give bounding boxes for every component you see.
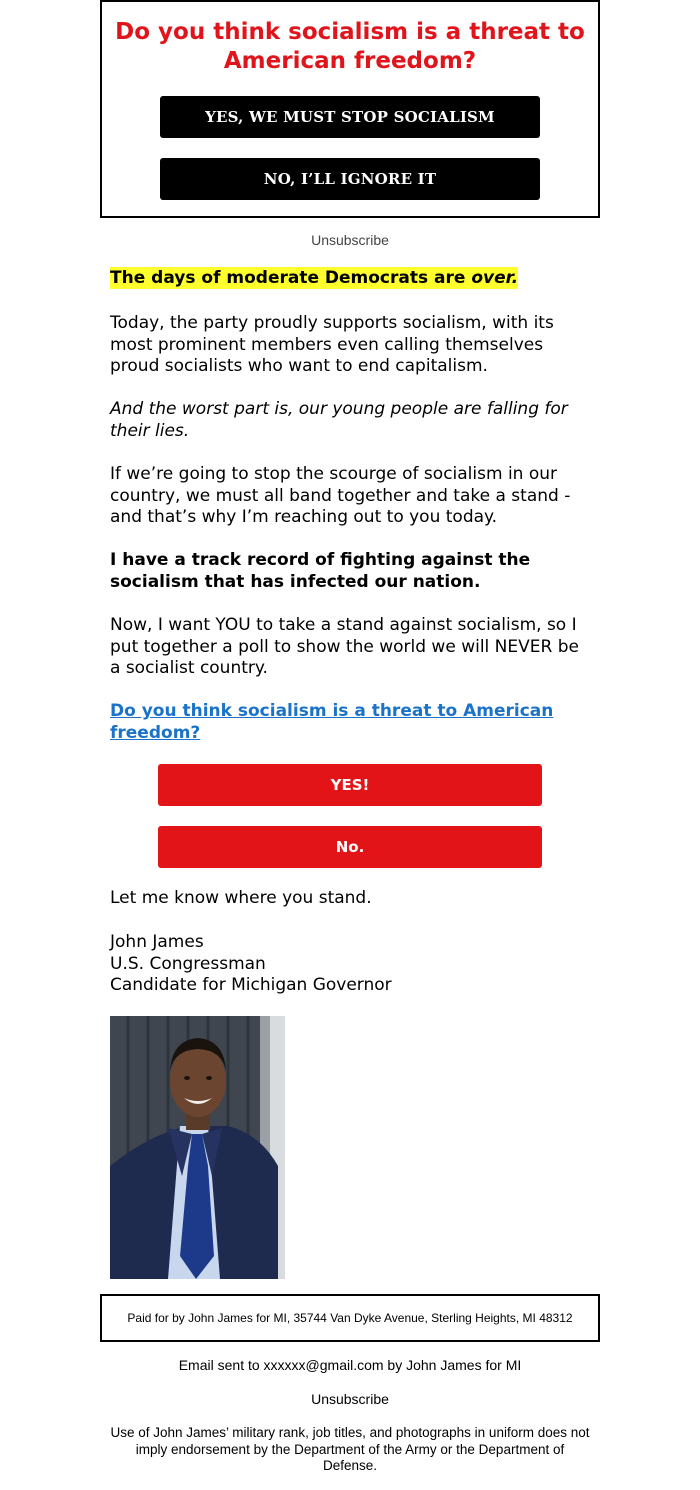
yes-stop-socialism-button[interactable]: YES, WE MUST STOP SOCIALISM xyxy=(160,96,540,138)
headline-italic: over. xyxy=(471,268,519,288)
paragraph-4: I have a track record of fighting against the socialism that has infected our nation. xyxy=(110,550,531,592)
poll-box xyxy=(100,0,600,218)
paragraph-3: If we’re going to stop the scourge of socialism in our country, we must all band together and take a stand - and that’s why I’m reaching out to you today. xyxy=(110,464,571,527)
paid-for-box xyxy=(100,1294,600,1342)
poll-question-link[interactable]: Do you think socialism is a threat to American freedom? xyxy=(110,701,554,743)
candidate-photo xyxy=(110,1016,285,1279)
paragraph-1: Today, the party proudly supports socialism, with its most prominent members even calling themselves proud socialists who want to end capitalism. xyxy=(110,313,554,376)
paid-for-text: Paid for by John James for MI, 35744 Van Dyke Avenue, Sterling Heights, MI 48312 xyxy=(127,1311,573,1325)
yes-button[interactable]: YES! xyxy=(158,764,542,806)
signature-title-1: U.S. Congressman xyxy=(110,953,266,974)
signature-name: John James xyxy=(110,932,204,952)
paragraph-2: And the worst part is, our young people are falling for their lies. xyxy=(110,399,568,441)
signature-title-2: Candidate for Michigan Governor xyxy=(110,975,392,995)
no-ignore-button[interactable]: NO, I’LL IGNORE IT xyxy=(160,158,540,200)
headline xyxy=(110,268,590,290)
email-sent-text: Email sent to xxxxxx@gmail.com by John James for MI xyxy=(178,1357,522,1373)
paragraph-5: Now, I want YOU to take a stand against socialism, so I put together a poll to show the world we will NEVER be a socialist country. xyxy=(110,615,579,678)
poll-link-wrap xyxy=(110,701,590,744)
unsubscribe-link-bottom[interactable]: Unsubscribe xyxy=(311,1391,389,1407)
unsubscribe-link-top[interactable]: Unsubscribe xyxy=(311,232,389,248)
disclaimer-text: Use of John James’ military rank, job titles, and photographs in uniform does not imply endorsement by the Department of the Army or the Department of Defense. xyxy=(110,1425,590,1473)
poll-title: Do you think socialism is a threat to American freedom? xyxy=(115,19,585,74)
headline-text: The days of moderate Democrats are xyxy=(110,268,472,288)
headline-highlight xyxy=(110,267,518,289)
closing-text: Let me know where you stand. xyxy=(110,888,372,908)
no-button[interactable]: No. xyxy=(158,826,542,868)
